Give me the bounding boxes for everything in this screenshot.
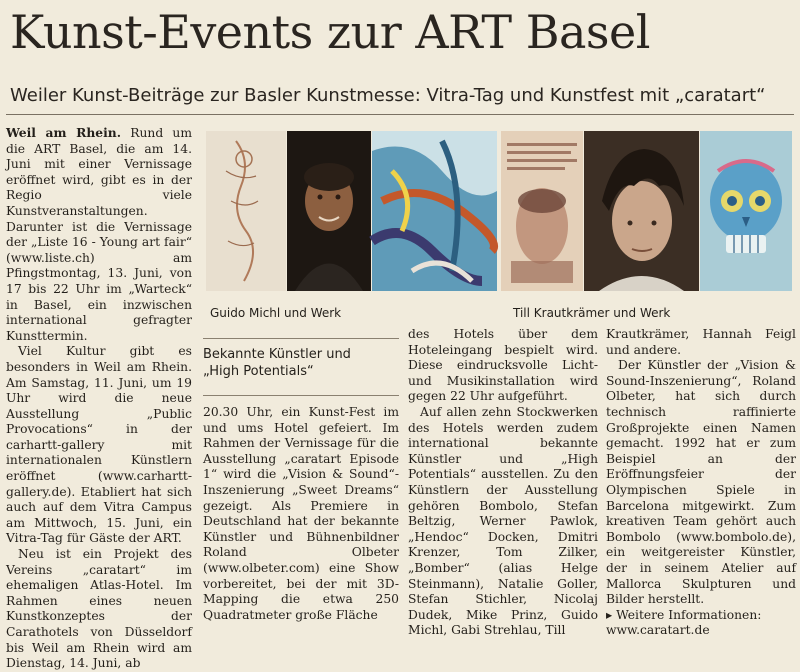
headline: Kunst-Events zur ART Basel <box>10 5 650 59</box>
till-krautkraemer-portrait <box>584 131 699 291</box>
paragraph: des Hotels über dem Hoteleingang bespielt wird. Diese eindrucksvolle Licht- und Musikinstallation wird gegen 22 Uhr aufgeführt. <box>408 327 598 404</box>
article-column-1 <box>6 125 192 671</box>
till-skull-artwork <box>700 131 792 291</box>
header-divider <box>6 114 794 115</box>
article-column-4 <box>606 327 796 638</box>
info-line <box>606 608 796 639</box>
paragraph: Auf allen zehn Stockwerken des Hotels werden zudem international bekannte Künstler und „High Potentials“ ausstellen. Zu den Künstlern der Ausstellung gehören Bombolo, Stefan Beltzig, Werner Pawlok, „Hendoc“ Docken, Dmitri Krenzer, Tom Zilker, „Bomber“ (alias Helge Steinmann), Natalie Goller, Stefan Stichler, Nicolaj Dudek, Mike Prinz, Guido Michl, Gabi Strehlau, Till <box>408 404 598 638</box>
article-column-2 <box>203 405 399 624</box>
paragraph: 20.30 Uhr, ein Kunst-Fest im und ums Hotel gefeiert. Im Rahmen der Vernissage für die Ausstellung „caratart Episode 1“ wird die „Vision & Sound“-Inszenierung „Sweet Dreams“ gezeigt. Als Premiere in Deutschland hat der bekannte Künstler und Bühnenbildner Roland Olbeter (www.olbeter.com) eine Show vorbereitet, bei der mit 3D-Mapping die etwa 250 Quadratmeter große Fläche <box>203 405 399 622</box>
subhead <box>203 346 399 380</box>
till-typography-artwork <box>501 131 583 291</box>
paragraph: Der Künstler der „Vision & Sound-Inszenierung“, Roland Olbeter, hat sich durch technisch raffinierte Großprojekte einen Namen gemacht. 1992 hat er zum Beispiel an der Eröffnungsfeier der Olympischen Spiele in Barcelona mitgewirkt. Zum kreativen Team gehört auch Bombolo (www.bombolo.de), ein weitgereister Künstler, der in seinem Atelier auf Mallorca Skulpturen und Bilder herstellt. <box>606 358 796 607</box>
photo-caption-right: Till Krautkrämer und Werk <box>513 306 671 320</box>
article-column-3 <box>408 327 598 638</box>
intro-text: Rund um die ART Basel, die am 14. Juni mit einer Vernissage eröffnet wird, gibt es in der Regio viele Kunstveranstaltungen. Darunter ist die Vernissage der „Liste 16 - Young art fair“ (www.liste.ch) am Pfingstmontag, 13. Juni, von 17 bis 22 Uhr im „Warteck“ in Basel, ein inzwischen international gefragter Kunsttermin. <box>6 126 192 343</box>
arrow-icon: ▸ <box>606 607 613 622</box>
guido-michl-portrait <box>287 131 371 291</box>
subhead-line-2: „High Potentials“ <box>203 364 314 379</box>
paragraph: Neu ist ein Projekt des Vereins „caratart“ im ehemaligen Atlas-Hotel. Im Rahmen eines neuen Kunstkonzeptes der Carathotels von Düsseldorf bis Weil am Rhein wird am Dienstag, 14. Juni, ab <box>6 547 192 671</box>
paragraph: Viel Kultur gibt es besonders in Weil am Rhein. Am Samstag, 11. Juni, um 19 Uhr wird die neue Ausstellung „Public Provocations“ in der carhartt-gallery mit internationalen Künstlern eröffnet (www.carhartt-gallery.de). Etabliert hat sich auch auf dem Vitra Campus am Mittwoch, 15. Juni, ein Vitra-Tag für Gäste der ART. <box>6 344 192 546</box>
paragraph: Krautkrämer, Hannah Feigl und andere. <box>606 327 796 357</box>
subheadline: Weiler Kunst-Beiträge zur Basler Kunstmesse: Vitra-Tag und Kunstfest mit „caratart“ <box>10 85 766 106</box>
subhead-rule-top <box>203 338 399 339</box>
guido-painting-artwork <box>372 131 497 291</box>
guido-sketch-artwork <box>206 131 286 291</box>
subhead-rule-bottom <box>203 395 399 396</box>
intro-paragraph <box>6 125 192 344</box>
dateline: Weil am Rhein. <box>6 125 121 140</box>
info-label: Weitere Informationen: <box>616 607 762 622</box>
photo-caption-left: Guido Michl und Werk <box>210 306 342 320</box>
info-url[interactable]: www.caratart.de <box>606 623 710 638</box>
subhead-line-1: Bekannte Künstler und <box>203 347 351 362</box>
